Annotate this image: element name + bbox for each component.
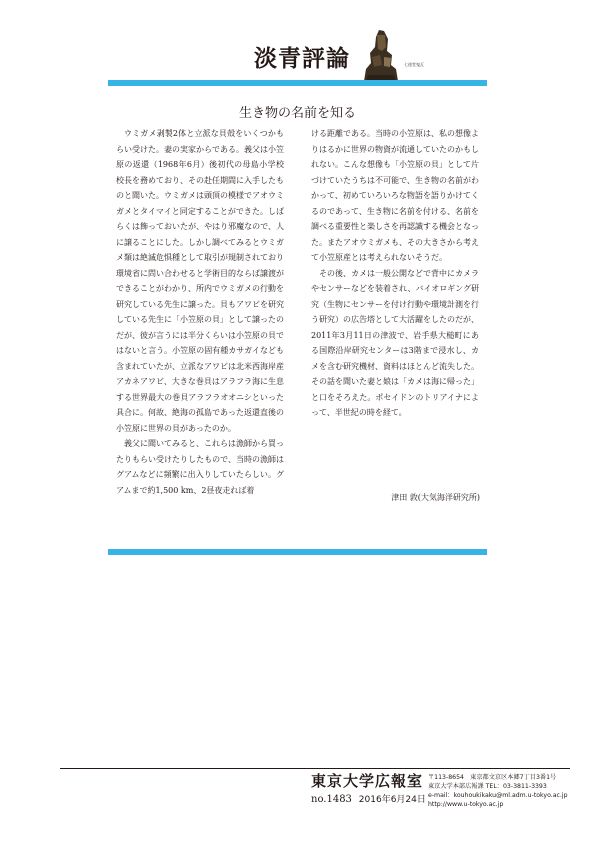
paragraph-3: ける距離である。当時の小笠原は、私の想像よりはるかに世界の物資が流通していたのかもしれない。こんな想像も「小笠原の貝」として片づけていたうちは不可能で、生き物の名前がわかって、初めていろいろな物語を語りかけてくるのであって、生き物に名前を付ける、名前を調べる重要性と楽しさを再認識する機会となった。またアオウミガメも、その大きさから考えて小笠原産とは考えられないそうだ。 [311,129,479,262]
contact-website[interactable]: http://www.u-tokyo.ac.jp [428,801,504,808]
issue-date: 2016年6月24日 [358,795,426,805]
paragraph-4: その後、カメは一般公開などで背中にカメラやセンサーなどを装着され、バイオロギング研究（生物にセンサーを付け行動や環境計測を行う研究）の広告塔として大活躍をしたのだが、2011年3月11日の津波で、岩手県大槌町にある国際沿岸研究センターは3階まで浸水し、カメを含む研究機材、資料はほとんど流失した。その話を聞いた妻と娘は「カメは海に帰った」と口をそろえた。ポセイドンのトリアイナによって、半世紀の時を経て。 [311,268,479,417]
footer-issue [311,792,426,805]
statue-caption: 七徳堂鬼瓦 [404,62,424,67]
paragraph-1: ウミガメ剥製2体と立派な貝殻をいくつかもらい受けた。妻の実家からである。義父は小笠原の返還（1968年6月）後初代の母島小学校校長を務めており、その赴任期間に入手したものと聞いた。ウミガメは頭頂の模様でアオウミガメとタイマイと同定することができた。しばらくは飾っておいたが、やはり邪魔なので、人に譲ることにした。しかし調べてみるとウミガメ類は絶滅危惧種として取引が規制されており環境省に問い合わせると学術目的ならば譲渡ができることがわかり、所内でウミガメの行動を研究している先生に譲った。貝もアワビを研究している先生に「小笠原の貝」として譲ったのだが、彼が言うには半分くらいは小笠原の貝ではないと言う。小笠原の固有種カサガイなども含まれていたが、立派なアワビは北米西海岸産アカネアワビ、大きな巻貝はアラフラ海に生息する世界最大の巻貝アラフラオオニシといった具合に。何故、絶海の孤島であった返還直後の小笠原に世界の貝があったのか。 [116,129,284,433]
top-accent-bar [108,80,487,86]
left-column [116,126,284,498]
paragraph-2: 義父に聞いてみると、これらは漁師から買ったりもらい受けたりしたもので、当時の漁師はグアムなどに頻繁に出入りしていたらしい。グアムまで約1,500 km、2昼夜走れば着 [116,439,284,495]
onigawara-statue-image [358,25,404,83]
right-column [311,126,479,421]
masthead-title: 淡青評論 [254,45,350,72]
contact-phone: 東京大学本部広報課 TEL：03-3811-3393 [428,783,547,790]
bottom-accent-bar [108,549,487,555]
issue-number: no.1483 [311,794,352,805]
author-credit: 津田 敦(大気海洋研究所) [391,493,480,502]
contact-address: 〒113-8654 東京都文京区本郷7丁目3番1号 [428,774,557,781]
footer-rule [60,768,570,769]
footer-contact [428,773,568,809]
footer-office-name: 東京大学広報室 [311,772,424,790]
article-title: 生き物の名前を知る [238,106,356,121]
contact-email[interactable]: e-mail：kouhoukikaku@ml.adm.u-tokyo.ac.jp [428,792,568,799]
